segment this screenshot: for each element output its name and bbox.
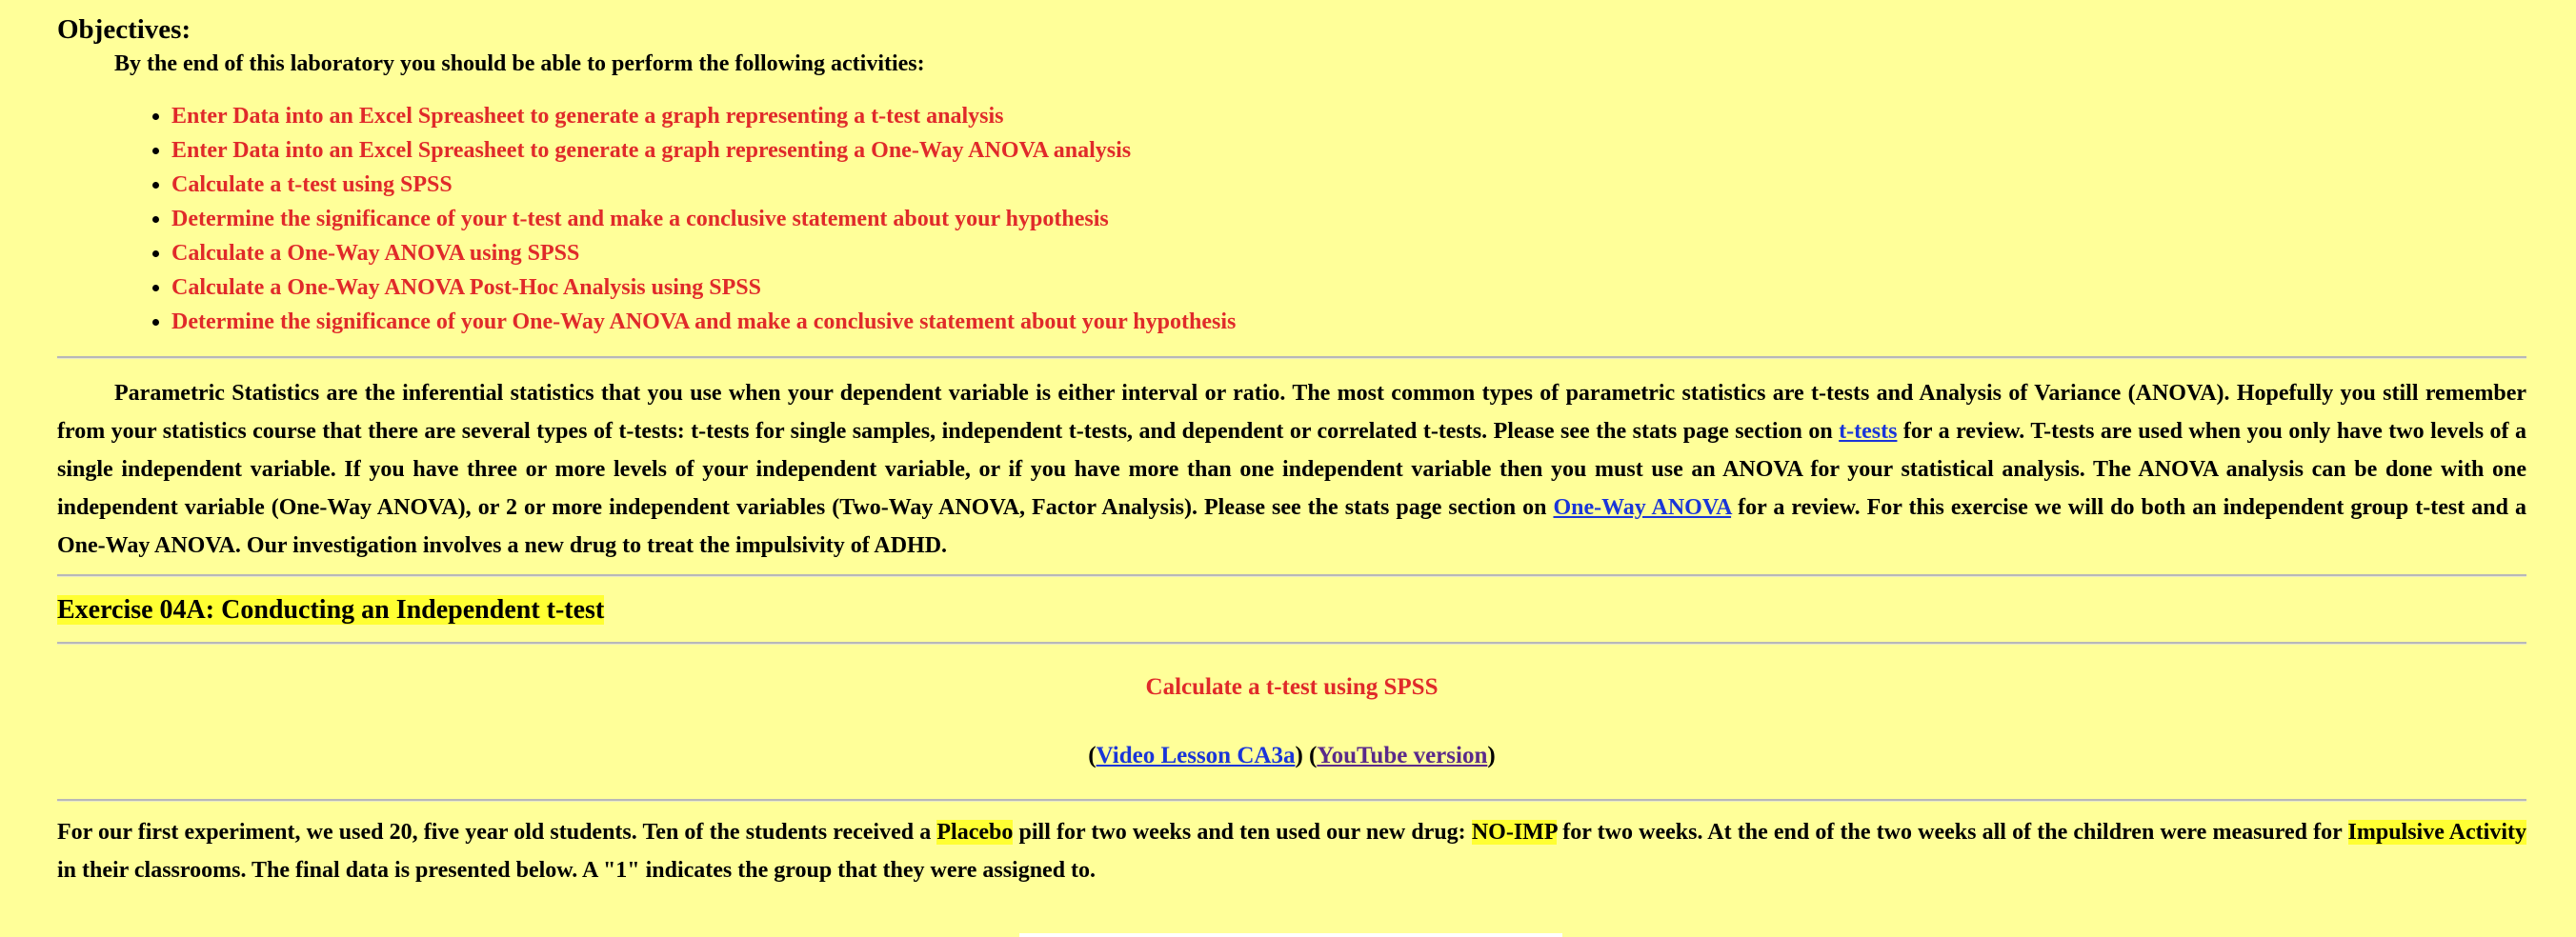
one-way-anova-link[interactable]: One-Way ANOVA xyxy=(1553,495,1732,520)
exercise-title-text: Exercise 04A: Conducting an Independent t-test xyxy=(57,595,605,625)
experiment-text-2: pill for two weeks and ten used our new drug: xyxy=(1013,820,1472,845)
objective-item: • Enter Data into an Excel Spreasheet to generate a graph representing a t-test analysis xyxy=(171,99,2526,133)
objectives-heading: Objectives: xyxy=(57,14,191,45)
experiment-text-1: For our first experiment, we used 20, five year old students. Ten of the students received a xyxy=(57,820,937,845)
intro-paragraph xyxy=(57,374,2526,565)
video-lesson-link[interactable]: Video Lesson CA3a xyxy=(1096,743,1296,768)
page-content xyxy=(57,11,2526,889)
youtube-link[interactable]: YouTube version xyxy=(1317,743,1488,768)
intro-text-2: for a review. T-tests are used when you only have two levels of a single independent variable. If you have three or more levels of your independent variable, or if you have more than one independent variable then you must use an ANOVA for your statistical analysis. The ANOVA analysis can be done with one independent variable (One-Way ANOVA), or 2 or more independent variables (Two-Way ANOVA, Factor Analysis). Please see the stats page section on xyxy=(57,419,2526,520)
exercise-title xyxy=(57,592,2526,628)
video-links-line xyxy=(57,740,2526,772)
objectives-intro: By the end of this laboratory you should be able to perform the following activities: xyxy=(114,51,925,76)
objective-item: • Determine the significance of your t-test and make a conclusive statement about your hypothesis xyxy=(171,202,2526,236)
objective-item: • Calculate a t-test using SPSS xyxy=(171,168,2526,202)
objective-item: • Enter Data into an Excel Spreasheet to generate a graph representing a One-Way ANOVA analysis xyxy=(171,133,2526,168)
experiment-paragraph xyxy=(57,813,2526,889)
objective-item: • Calculate a One-Way ANOVA using SPSS xyxy=(171,236,2526,270)
paren-open: ( xyxy=(1088,743,1097,768)
experiment-text-4: in their classrooms. The final data is presented below. A "1" indicates the group that they were assigned to. xyxy=(57,858,1097,883)
intro-text-1: Parametric Statistics are the inferential statistics that you use when your dependent variable is either interval or ratio. The most common types of parametric statistics are t-tests and Analysis of Variance (ANOVA). Hopefully you still remember from your statistics course that there are several types of t-tests: t-tests for single samples, independent t-tests, and dependent or correlated t-tests. Please see the stats page section on xyxy=(57,381,2526,444)
placebo-highlight: Placebo xyxy=(936,820,1014,845)
objectives-list xyxy=(57,99,2526,339)
paren-close: ) xyxy=(1487,743,1496,768)
objective-item: • Determine the significance of your One-Way ANOVA and make a conclusive statement about your hypothesis xyxy=(171,305,2526,339)
t-tests-link[interactable]: t-tests xyxy=(1839,419,1898,444)
exercise-subtitle: Calculate a t-test using SPSS xyxy=(1145,674,1439,700)
intro-text-3: for a review. For this exercise we will do both an independent group t-test and a One-Way ANOVA. Our investigation involves a new drug to treat the impulsivity of ADHD. xyxy=(57,495,2526,558)
impulsive-activity-highlight: Impulsive Activity xyxy=(2347,820,2527,845)
objective-item: • Calculate a One-Way ANOVA Post-Hoc Analysis using SPSS xyxy=(171,270,2526,305)
paren-middle: ) ( xyxy=(1295,743,1318,768)
table-top-edge xyxy=(1019,933,1562,937)
experiment-text-3: for two weeks. At the end of the two weeks all of the children were measured for xyxy=(1557,820,2348,845)
no-imp-highlight: NO-IMP xyxy=(1471,820,1558,845)
